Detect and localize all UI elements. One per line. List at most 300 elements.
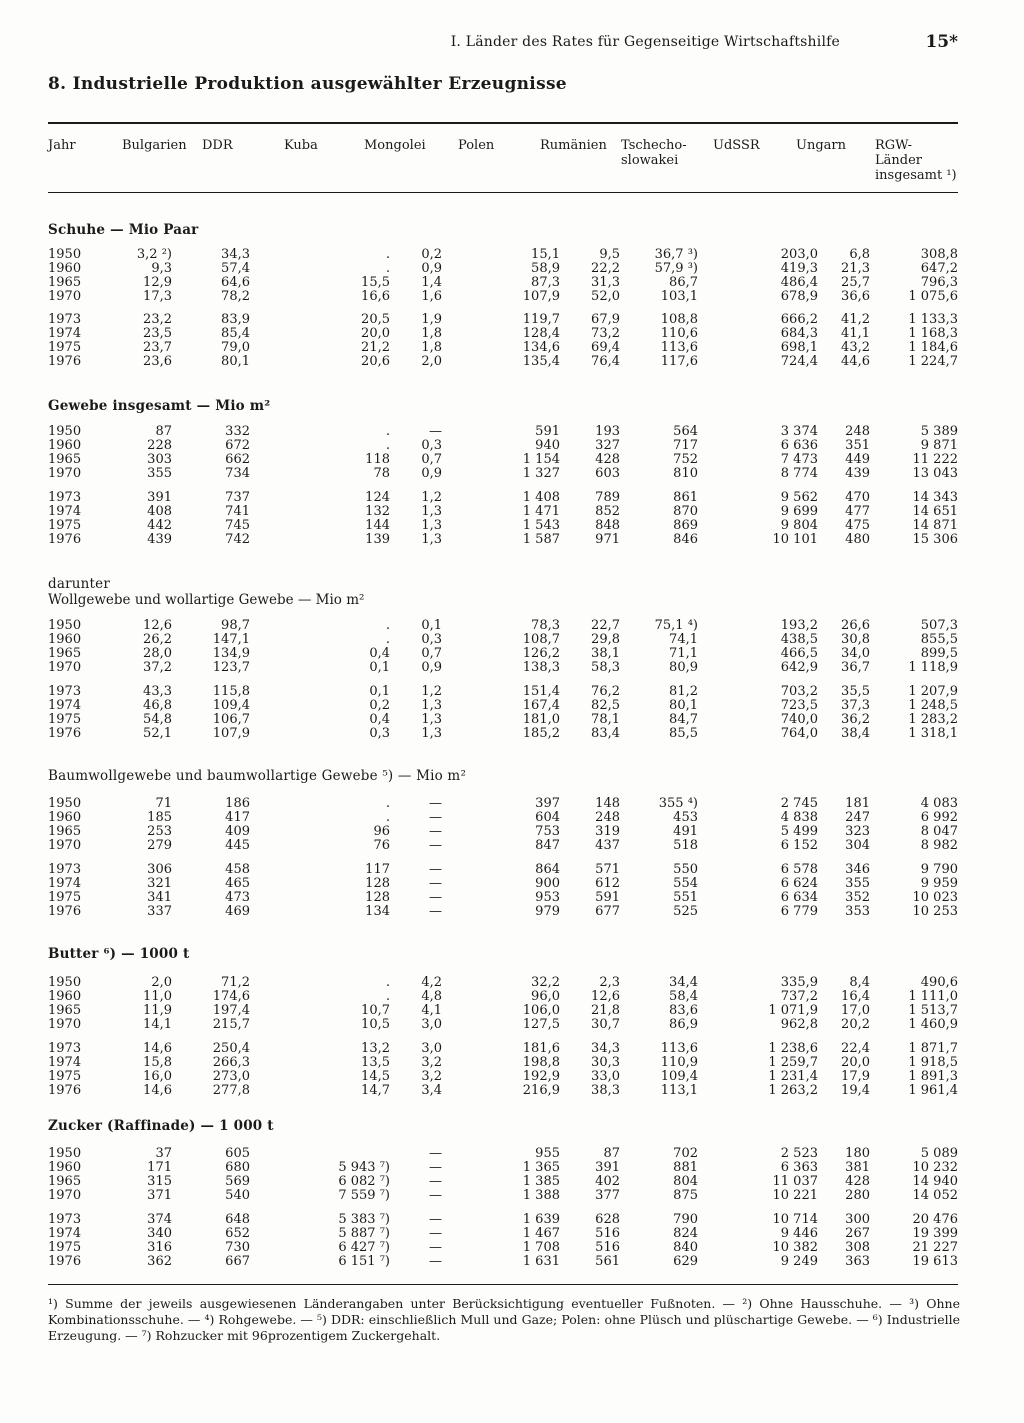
cell-kuba: 5 383 ⁷): [338, 1212, 390, 1227]
cell-rum: 852: [595, 504, 620, 519]
cell-ud: 666,2: [780, 312, 818, 327]
cell-bg: 2,0: [151, 975, 172, 990]
table-row: [48, 976, 958, 990]
cell-ddr: 680: [225, 1160, 250, 1175]
cell-ung: 304: [845, 838, 870, 853]
cell-ud: 8 774: [780, 466, 818, 481]
cell-rum: 377: [595, 1188, 620, 1203]
cell-ud: 466,5: [780, 646, 818, 661]
cell-tch: 57,9 ³): [654, 261, 698, 276]
table-row: [48, 825, 958, 839]
cell-mng: 3,2: [421, 1055, 442, 1070]
cell-year: 1976: [48, 354, 82, 369]
cell-kuba: 139: [365, 532, 390, 547]
cell-ud: 11 037: [772, 1174, 818, 1189]
cell-kuba: 13,5: [361, 1055, 390, 1070]
cell-rum: 73,2: [591, 326, 620, 341]
cell-ung: 352: [845, 890, 870, 905]
cell-ddr: 147,1: [212, 632, 250, 647]
cell-tch: 81,2: [669, 684, 698, 699]
cell-ud: 740,0: [780, 712, 818, 727]
cell-tch: 85,5: [669, 726, 698, 741]
cell-ud: 486,4: [780, 275, 818, 290]
cell-year: 1976: [48, 904, 82, 919]
cell-mng: —: [429, 1212, 442, 1227]
cell-year: 1974: [48, 326, 82, 341]
cell-pol: 96,0: [531, 989, 560, 1004]
cell-ddr: 80,1: [221, 354, 250, 369]
table-row: [48, 905, 958, 919]
cell-bg: 171: [147, 1160, 172, 1175]
cell-tch: 110,9: [660, 1055, 698, 1070]
cell-ddr: 734: [225, 466, 250, 481]
cell-pol: 134,6: [522, 340, 560, 355]
cell-tch: 629: [673, 1254, 698, 1269]
cell-ddr: 273,0: [212, 1069, 250, 1084]
cell-ud: 419,3: [780, 261, 818, 276]
table-row: [48, 647, 958, 661]
cell-year: 1965: [48, 646, 82, 661]
cell-ud: 6 578: [780, 862, 818, 877]
cell-rgw: 8 982: [920, 838, 958, 853]
cell-ud: 335,9: [780, 975, 818, 990]
cell-ud: 1 259,7: [768, 1055, 818, 1070]
table-row: [48, 661, 958, 675]
cell-ddr: 662: [225, 452, 250, 467]
cell-ddr: 742: [225, 532, 250, 547]
cell-rgw: 13 043: [912, 466, 958, 481]
cell-year: 1973: [48, 862, 82, 877]
cell-kuba: .: [385, 632, 390, 647]
column-header-rum: Rumänien: [540, 138, 607, 153]
cell-bg: 16,0: [143, 1069, 172, 1084]
cell-kuba: .: [385, 438, 390, 453]
cell-pol: 1 467: [522, 1226, 560, 1241]
cell-ung: 25,7: [841, 275, 870, 290]
cell-rum: 9,5: [599, 247, 620, 262]
cell-ddr: 174,6: [212, 989, 250, 1004]
cell-ud: 1 238,6: [768, 1041, 818, 1056]
cell-rum: 612: [595, 876, 620, 891]
cell-rgw: 5 089: [920, 1146, 958, 1161]
cell-mng: 2,0: [421, 354, 442, 369]
cell-mng: —: [429, 1174, 442, 1189]
cell-ddr: 540: [225, 1188, 250, 1203]
cell-rum: 76,2: [591, 684, 620, 699]
cell-year: 1970: [48, 1188, 82, 1203]
cell-ud: 962,8: [780, 1017, 818, 1032]
page-header: [48, 34, 958, 56]
cell-ud: 2 523: [780, 1146, 818, 1161]
cell-ung: 36,6: [841, 289, 870, 304]
cell-kuba: 6 427 ⁷): [338, 1240, 390, 1255]
cell-rgw: 1 118,9: [908, 660, 958, 675]
table-row: [48, 341, 958, 355]
cell-rgw: 20 476: [912, 1212, 958, 1227]
table-row: [48, 290, 958, 304]
cell-bg: 315: [147, 1174, 172, 1189]
cell-ung: 300: [845, 1212, 870, 1227]
cell-pol: 1 385: [522, 1174, 560, 1189]
table-row: [48, 467, 958, 481]
cell-mng: 1,3: [421, 698, 442, 713]
cell-ung: 43,2: [841, 340, 870, 355]
cell-pol: 864: [535, 862, 560, 877]
cell-bg: 26,2: [143, 632, 172, 647]
cell-pol: 151,4: [522, 684, 560, 699]
cell-tch: 86,9: [669, 1017, 698, 1032]
cell-pol: 32,2: [531, 975, 560, 990]
cell-ud: 193,2: [780, 618, 818, 633]
cell-tch: 846: [673, 532, 698, 547]
cell-ddr: 34,3: [221, 247, 250, 262]
cell-ung: 477: [845, 504, 870, 519]
cell-rum: 22,2: [591, 261, 620, 276]
cell-bg: 355: [147, 466, 172, 481]
cell-pol: 78,3: [531, 618, 560, 633]
cell-mng: 0,1: [421, 618, 442, 633]
cell-ung: 355: [845, 876, 870, 891]
cell-rum: 29,8: [591, 632, 620, 647]
cell-kuba: 0,2: [369, 698, 390, 713]
cell-rum: 22,7: [591, 618, 620, 633]
cell-ddr: 78,2: [221, 289, 250, 304]
cell-tch: 80,9: [669, 660, 698, 675]
cell-bg: 14,6: [143, 1083, 172, 1098]
cell-tch: 113,6: [660, 340, 698, 355]
cell-kuba: .: [385, 975, 390, 990]
cell-bg: 12,9: [143, 275, 172, 290]
cell-mng: 0,3: [421, 438, 442, 453]
cell-rgw: 1 224,7: [908, 354, 958, 369]
column-header-mng: Mongolei: [364, 138, 426, 153]
section-title: Gewebe insgesamt — Mio m²: [48, 398, 271, 414]
cell-rgw: 490,6: [920, 975, 958, 990]
cell-mng: 4,8: [421, 989, 442, 1004]
cell-mng: 4,2: [421, 975, 442, 990]
cell-ud: 723,5: [780, 698, 818, 713]
cell-mng: 1,2: [421, 684, 442, 699]
cell-ung: 34,0: [841, 646, 870, 661]
cell-kuba: 5 943 ⁷): [338, 1160, 390, 1175]
cell-pol: 167,4: [522, 698, 560, 713]
cell-year: 1960: [48, 438, 82, 453]
table-row: [48, 533, 958, 547]
cell-ddr: 605: [225, 1146, 250, 1161]
cell-rgw: 1 513,7: [908, 1003, 958, 1018]
cell-bg: 17,3: [143, 289, 172, 304]
cell-ddr: 730: [225, 1240, 250, 1255]
cell-rgw: 507,3: [920, 618, 958, 633]
cell-tch: 355 ⁴): [658, 796, 698, 811]
column-header-kuba: Kuba: [284, 138, 318, 153]
cell-ddr: 197,4: [212, 1003, 250, 1018]
cell-rum: 628: [595, 1212, 620, 1227]
cell-rgw: 14 940: [912, 1174, 958, 1189]
cell-bg: 11,9: [143, 1003, 172, 1018]
cell-kuba: 0,4: [369, 646, 390, 661]
cell-ddr: 83,9: [221, 312, 250, 327]
cell-rum: 2,3: [599, 975, 620, 990]
cell-ud: 10 221: [772, 1188, 818, 1203]
cell-year: 1970: [48, 1017, 82, 1032]
cell-ung: 248: [845, 424, 870, 439]
cell-pol: 1 471: [522, 504, 560, 519]
cell-tch: 551: [673, 890, 698, 905]
cell-year: 1950: [48, 796, 82, 811]
cell-year: 1970: [48, 289, 82, 304]
cell-ung: 470: [845, 490, 870, 505]
section-title: darunter: [48, 576, 111, 592]
cell-pol: 127,5: [522, 1017, 560, 1032]
running-title: I. Länder des Rates für Gegenseitige Wirtschaftshilfe: [450, 34, 840, 50]
cell-rum: 38,1: [591, 646, 620, 661]
cell-pol: 15,1: [531, 247, 560, 262]
cell-kuba: .: [385, 424, 390, 439]
cell-rgw: 9 959: [920, 876, 958, 891]
cell-year: 1976: [48, 726, 82, 741]
cell-year: 1960: [48, 1160, 82, 1175]
cell-tch: 86,7: [669, 275, 698, 290]
table-row: [48, 1189, 958, 1203]
cell-year: 1975: [48, 890, 82, 905]
cell-year: 1970: [48, 838, 82, 853]
cell-tch: 74,1: [669, 632, 698, 647]
cell-rum: 789: [595, 490, 620, 505]
cell-bg: 439: [147, 532, 172, 547]
cell-ddr: 458: [225, 862, 250, 877]
cell-rum: 327: [595, 438, 620, 453]
cell-kuba: 117: [365, 862, 390, 877]
cell-rgw: 6 992: [920, 810, 958, 825]
cell-bg: 23,2: [143, 312, 172, 327]
cell-year: 1976: [48, 1254, 82, 1269]
cell-ung: 323: [845, 824, 870, 839]
cell-rgw: 1 871,7: [908, 1041, 958, 1056]
cell-pol: 847: [535, 838, 560, 853]
column-header-ung: Ungarn: [796, 138, 846, 153]
table-bottom-rule: [48, 1284, 958, 1285]
footnotes: [48, 1296, 960, 1344]
cell-bg: 228: [147, 438, 172, 453]
cell-pol: 216,9: [522, 1083, 560, 1098]
cell-tch: 525: [673, 904, 698, 919]
cell-ddr: 569: [225, 1174, 250, 1189]
cell-ddr: 409: [225, 824, 250, 839]
table-row: [48, 1056, 958, 1070]
cell-ddr: 445: [225, 838, 250, 853]
cell-ung: 35,5: [841, 684, 870, 699]
cell-kuba: 0,3: [369, 726, 390, 741]
cell-rum: 603: [595, 466, 620, 481]
cell-tch: 36,7 ³): [654, 247, 698, 262]
cell-bg: 71: [155, 796, 172, 811]
cell-ddr: 57,4: [221, 261, 250, 276]
section-title: Butter ⁶) — 1000 t: [48, 946, 190, 962]
cell-year: 1965: [48, 1174, 82, 1189]
column-header-ud: UdSSR: [713, 138, 760, 153]
cell-tch: 840: [673, 1240, 698, 1255]
cell-mng: 1,8: [421, 326, 442, 341]
cell-kuba: .: [385, 618, 390, 633]
cell-bg: 185: [147, 810, 172, 825]
cell-kuba: 78: [373, 466, 390, 481]
cell-bg: 37: [155, 1146, 172, 1161]
cell-bg: 391: [147, 490, 172, 505]
cell-rum: 437: [595, 838, 620, 853]
cell-kuba: .: [385, 261, 390, 276]
cell-mng: —: [429, 810, 442, 825]
cell-bg: 253: [147, 824, 172, 839]
cell-rgw: 10 232: [912, 1160, 958, 1175]
cell-kuba: .: [385, 810, 390, 825]
cell-ddr: 106,7: [212, 712, 250, 727]
cell-rgw: 14 343: [912, 490, 958, 505]
cell-rum: 561: [595, 1254, 620, 1269]
cell-bg: 15,8: [143, 1055, 172, 1070]
column-header-pol: Polen: [458, 138, 495, 153]
cell-pol: 185,2: [522, 726, 560, 741]
cell-bg: 362: [147, 1254, 172, 1269]
cell-rum: 319: [595, 824, 620, 839]
cell-mng: 3,0: [421, 1041, 442, 1056]
cell-pol: 58,9: [531, 261, 560, 276]
cell-bg: 37,2: [143, 660, 172, 675]
cell-ddr: 71,2: [221, 975, 250, 990]
cell-ung: 30,8: [841, 632, 870, 647]
cell-kuba: 15,5: [361, 275, 390, 290]
cell-ddr: 648: [225, 1212, 250, 1227]
table-row: [48, 713, 958, 727]
cell-rum: 76,4: [591, 354, 620, 369]
cell-rgw: 19 399: [912, 1226, 958, 1241]
cell-mng: —: [429, 876, 442, 891]
cell-ung: 308: [845, 1240, 870, 1255]
cell-ung: 22,4: [841, 1041, 870, 1056]
cell-year: 1970: [48, 466, 82, 481]
cell-ud: 9 804: [780, 518, 818, 533]
cell-tch: 71,1: [669, 646, 698, 661]
cell-ud: 9 562: [780, 490, 818, 505]
cell-rum: 30,3: [591, 1055, 620, 1070]
cell-rum: 67,9: [591, 312, 620, 327]
cell-kuba: .: [385, 796, 390, 811]
cell-ud: 10 101: [772, 532, 818, 547]
cell-pol: 1 639: [522, 1212, 560, 1227]
cell-rgw: 5 389: [920, 424, 958, 439]
cell-tch: 34,4: [669, 975, 698, 990]
cell-bg: 408: [147, 504, 172, 519]
cell-rum: 591: [595, 890, 620, 905]
column-header-tch: Tschecho- slowakei: [621, 138, 687, 168]
cell-bg: 279: [147, 838, 172, 853]
cell-bg: 46,8: [143, 698, 172, 713]
cell-pol: 1 708: [522, 1240, 560, 1255]
cell-ud: 9 249: [780, 1254, 818, 1269]
table-row: [48, 491, 958, 505]
cell-rum: 82,5: [591, 698, 620, 713]
cell-kuba: 14,7: [361, 1083, 390, 1098]
cell-mng: —: [429, 862, 442, 877]
cell-year: 1965: [48, 275, 82, 290]
cell-year: 1965: [48, 1003, 82, 1018]
cell-rum: 21,8: [591, 1003, 620, 1018]
cell-ud: 6 779: [780, 904, 818, 919]
cell-year: 1975: [48, 1069, 82, 1084]
cell-tch: 790: [673, 1212, 698, 1227]
cell-kuba: 132: [365, 504, 390, 519]
cell-ung: 20,0: [841, 1055, 870, 1070]
cell-rgw: 14 052: [912, 1188, 958, 1203]
cell-rgw: 796,3: [920, 275, 958, 290]
cell-ud: 7 473: [780, 452, 818, 467]
cell-ud: 1 071,9: [768, 1003, 818, 1018]
cell-rgw: 1 961,4: [908, 1083, 958, 1098]
table-row: [48, 891, 958, 905]
cell-rgw: 9 790: [920, 862, 958, 877]
cell-ddr: 123,7: [212, 660, 250, 675]
cell-ung: 181: [845, 796, 870, 811]
cell-ud: 6 152: [780, 838, 818, 853]
cell-kuba: 20,0: [361, 326, 390, 341]
table-row: [48, 1175, 958, 1189]
cell-pol: 1 631: [522, 1254, 560, 1269]
cell-rgw: 19 613: [912, 1254, 958, 1269]
cell-tch: 869: [673, 518, 698, 533]
cell-rum: 33,0: [591, 1069, 620, 1084]
cell-bg: 340: [147, 1226, 172, 1241]
cell-pol: 955: [535, 1146, 560, 1161]
cell-ddr: 98,7: [221, 618, 250, 633]
cell-mng: 0,3: [421, 632, 442, 647]
table-row: [48, 1084, 958, 1098]
cell-ud: 6 624: [780, 876, 818, 891]
table-row: [48, 276, 958, 290]
cell-rgw: 1 207,9: [908, 684, 958, 699]
cell-pol: 1 587: [522, 532, 560, 547]
cell-ddr: 250,4: [212, 1041, 250, 1056]
cell-ddr: 332: [225, 424, 250, 439]
cell-mng: —: [429, 424, 442, 439]
table-row: [48, 811, 958, 825]
cell-ud: 737,2: [780, 989, 818, 1004]
section-title: Baumwollgewebe und baumwollartige Gewebe ⁵) — Mio m²: [48, 768, 467, 784]
cell-year: 1950: [48, 424, 82, 439]
cell-ud: 703,2: [780, 684, 818, 699]
cell-kuba: 13,2: [361, 1041, 390, 1056]
cell-mng: 1,6: [421, 289, 442, 304]
cell-kuba: 10,7: [361, 1003, 390, 1018]
cell-year: 1950: [48, 618, 82, 633]
cell-rum: 12,6: [591, 989, 620, 1004]
column-header-rgw: RGW- Länder insgesamt ¹): [875, 138, 957, 183]
cell-rum: 516: [595, 1240, 620, 1255]
cell-rgw: 1 111,0: [908, 989, 958, 1004]
cell-ddr: 85,4: [221, 326, 250, 341]
cell-pol: 604: [535, 810, 560, 825]
cell-ddr: 667: [225, 1254, 250, 1269]
cell-tch: 109,4: [660, 1069, 698, 1084]
cell-ud: 684,3: [780, 326, 818, 341]
section-title: Schuhe — Mio Paar: [48, 222, 199, 238]
cell-year: 1960: [48, 989, 82, 1004]
cell-rum: 52,0: [591, 289, 620, 304]
cell-rgw: 1 075,6: [908, 289, 958, 304]
cell-rum: 402: [595, 1174, 620, 1189]
table-row: [48, 248, 958, 262]
cell-rum: 677: [595, 904, 620, 919]
cell-mng: 0,9: [421, 660, 442, 675]
